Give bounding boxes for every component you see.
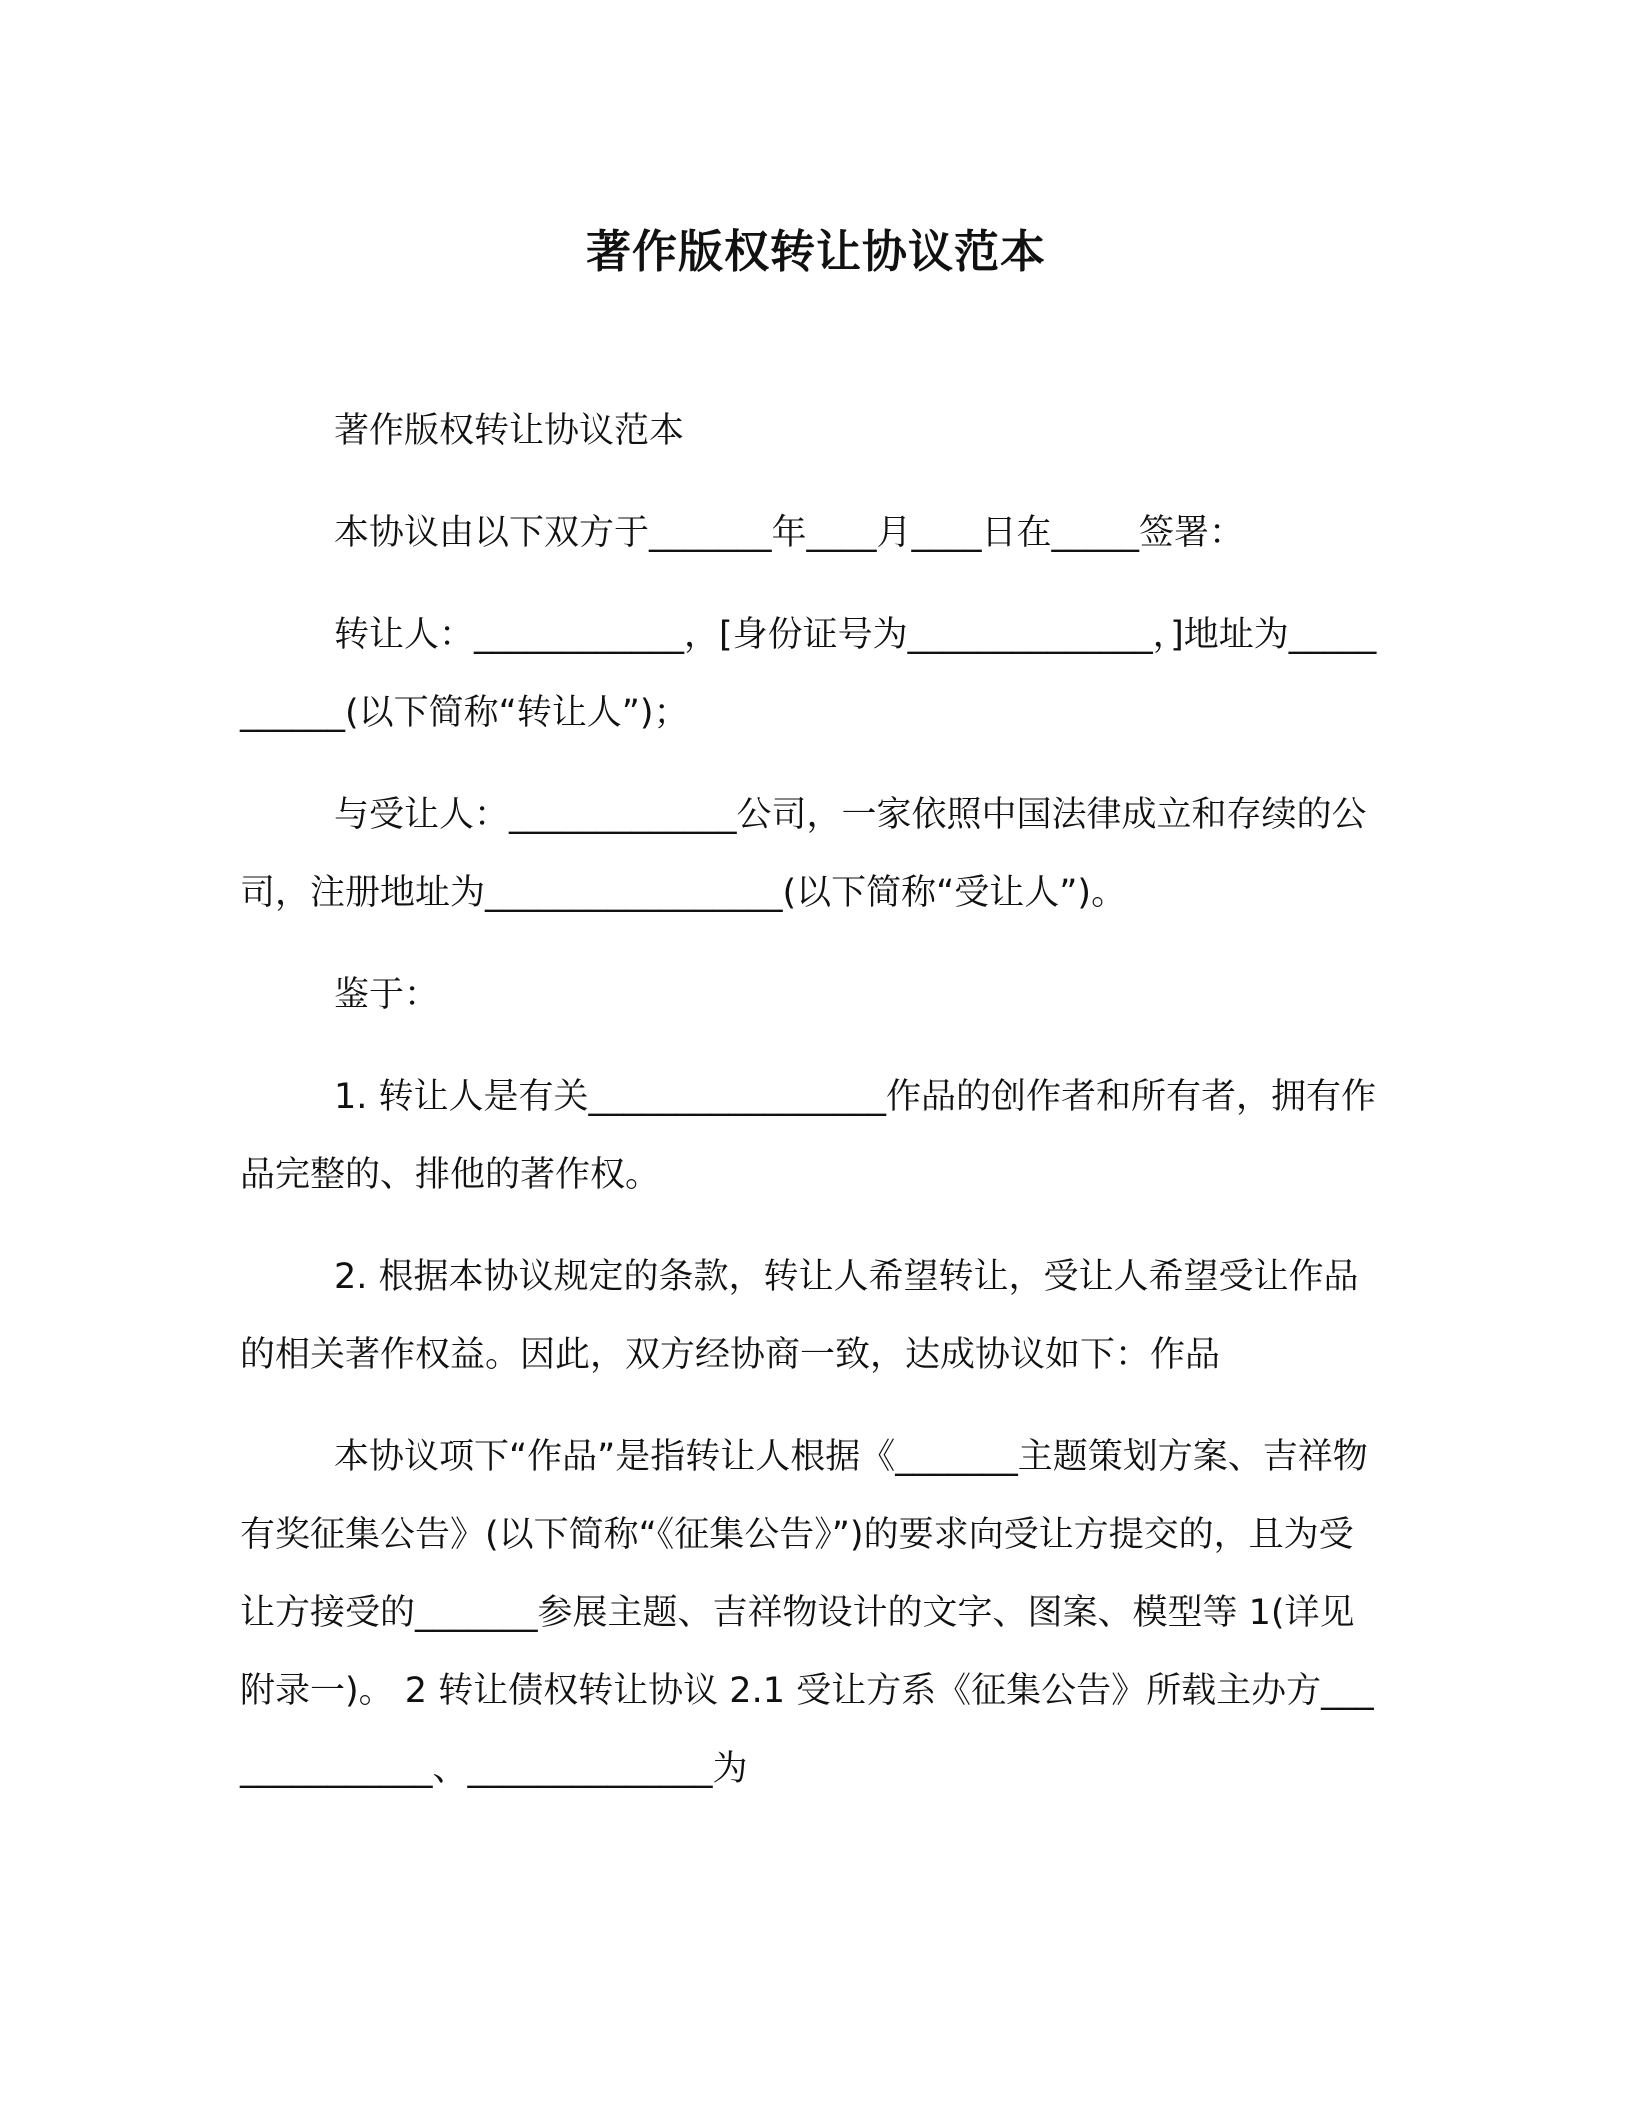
paragraph-heading: 著作版权转让协议范本 xyxy=(334,411,685,451)
document-title: 著作版权转让协议范本 xyxy=(585,225,1046,278)
paragraph-transferee: 与受让人：_____________公司，一家依照中国法律成立和存续的公司，注册地址为_________________(以下简称“受让人”)。 xyxy=(240,795,1367,913)
paragraph-whereas: 鉴于： xyxy=(334,975,440,1015)
paragraph-clause-2: 2. 根据本协议规定的条款，转让人希望转让，受让人希望受让作品的相关著作权益。因此，双方经协商一致，达成协议如下：作品 xyxy=(240,1257,1359,1375)
paragraph-work-definition: 本协议项下“作品”是指转让人根据《_______主题策划方案、吉祥物有奖征集公告》(以下简称“《征集公告》”)的要求向受让方提交的，且为受让方接受的_______参展主题、吉祥物设计的文字、图案、模型等 1(详见附录一)。 2 转让债权转让协议 2.1 受让方系《征集公告》所载主办方______________、______________为 xyxy=(240,1437,1374,1789)
paragraph-transferor: 转让人：____________，[身份证号为______________，]地址为___________(以下简称“转让人”)； xyxy=(240,615,1377,733)
document-body xyxy=(240,392,1385,1808)
paragraph-clause-1: 1. 转让人是有关_________________作品的创作者和所有者，拥有作品完整的、排他的著作权。 xyxy=(240,1077,1377,1195)
paragraph-signing-date: 本协议由以下双方于_______年____月____日在_____签署： xyxy=(334,513,1245,553)
